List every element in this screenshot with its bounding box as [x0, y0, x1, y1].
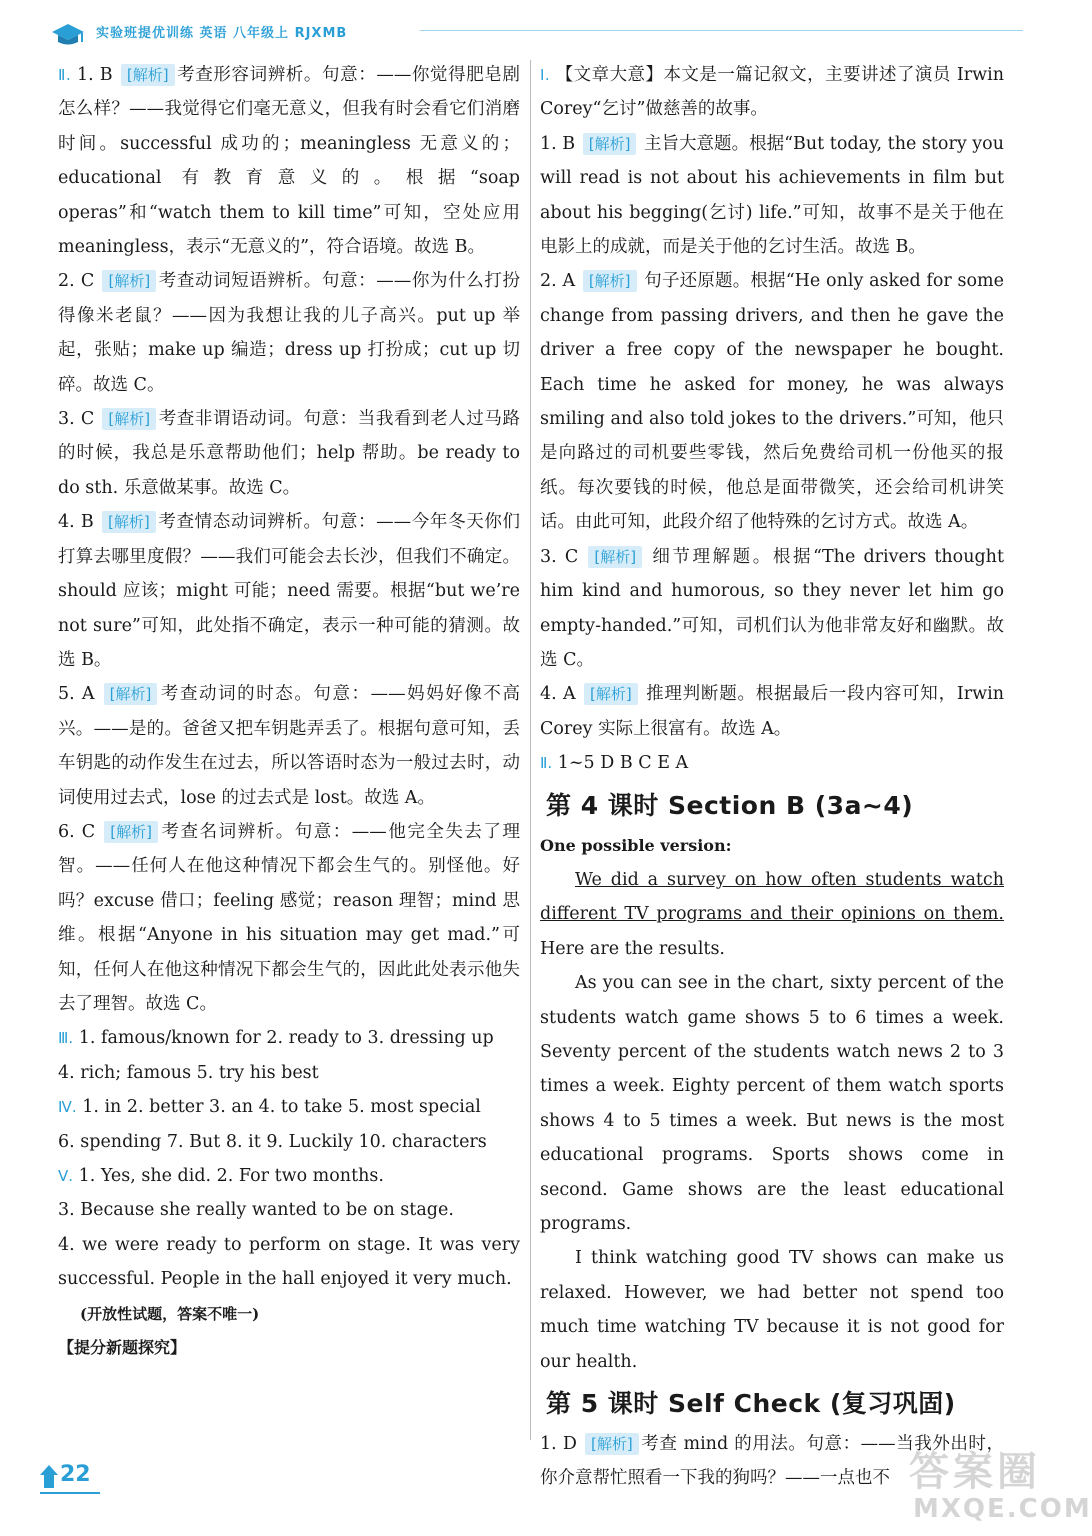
question-2-6 — [58, 815, 520, 1021]
column-divider — [530, 60, 531, 1440]
section-roman: Ⅱ. — [58, 66, 71, 84]
page-number — [40, 1462, 100, 1496]
analysis-tag: [解析] — [102, 408, 156, 430]
left-column — [58, 58, 520, 1365]
open-question-note: (开放性试题，答案不唯一) — [80, 1304, 260, 1323]
question-number: 5. A — [58, 684, 95, 705]
question-text: 句子还原题。根据“He only asked for some change from passing drivers, and then he gave the driver a free copy of the newspaper he bought. Each time he asked for money, he was always smiling and also told jokes to the drivers.”可知，他只是向路过的司机要些零钱，然后免费给司机一份他买的报纸。每次要钱的时候，他总是面带微笑，还会给司机讲笑话。由此可知，此段介绍了他特殊的乞讨方式。故选 A。 — [540, 271, 1004, 533]
question-text: 考查情态动词辨析。句意：——今年冬天你们打算去哪里度假？——我们可能会去长沙，但我们不确定。should 应该；might 可能；need 需要。根据“but we’re not sure”可知，此处指不确定，表示一种可能的猜测。故选 B。 — [58, 512, 521, 670]
watermark-logo — [905, 1440, 1092, 1536]
analysis-tag: [解析] — [584, 683, 638, 705]
question-number: 4. B — [58, 512, 94, 533]
page-number-underline — [40, 1492, 100, 1494]
right-column — [540, 58, 1004, 1496]
header-title: 实验班提优训练 英语 八年级上 RJXMB — [96, 26, 348, 41]
up-arrow-stem — [44, 1474, 54, 1488]
reading-summary — [540, 58, 1004, 127]
header-rule — [420, 30, 1023, 31]
question-text: 主旨大意题。根据“But today, the story you will read is not about his achievements in film but about his begging(乞讨) life.”可知，故事不是关于他在电影上的成就，而是关于他的乞讨生活。故选 B。 — [540, 133, 1004, 258]
section-3-line-1 — [58, 1021, 520, 1055]
question-number: 2. A — [540, 271, 576, 292]
watermark-title: 答案圈 — [909, 1449, 1041, 1495]
essay-text: Here are the results. — [540, 938, 725, 959]
question-number: 6. C — [58, 821, 96, 842]
lesson-4-heading: 第 4 课时 Section B (3a~4) — [546, 790, 914, 820]
watermark-url: MXQE.COM — [913, 1494, 1092, 1524]
answer-line: 1. famous/known for 2. ready to 3. dressing up — [78, 1028, 494, 1049]
section-roman: Ⅳ. — [58, 1098, 77, 1117]
question-text: 考查动词短语辨析。句意：——你为什么打扮得像米老鼠？——因为我想让我的儿子高兴。put up 举起，张贴；make up 编造；dress up 打扮成；cut up 切碎。故选 C。 — [58, 271, 520, 395]
analysis-tag: [解析] — [104, 683, 158, 705]
question-text: 考查动词的时态。句意：——妈妈好像不高兴。——是的。爸爸又把车钥匙弄丢了。根据句意可知，丢车钥匙的动作发生在过去，所以答语时态为一般过去时，动词使用过去式，lose 的过去式是 lost。故选 A。 — [58, 684, 520, 808]
analysis-tag: [解析] — [102, 270, 156, 292]
question-2-5 — [58, 677, 520, 815]
essay-paragraph-3: I think watching good TV shows can make us relaxed. However, we had better not spend too much time watching TV because it is not good for our health. — [540, 1248, 1004, 1372]
question-text: 考查名词辨析。句意：——他完全失去了理智。——任何人在他这种情况下都会生气的。别怪他。好吗？excuse 借口；feeling 感觉；reason 理智；mind 思维。根据“Anyone in his situation may get mad.”可知，任何人在他这种情况下都会生气的，因此此处表示他失去了理智。故选 C。 — [58, 821, 520, 1014]
essay-underlined-sentence: We did a survey on how often students watch different TV programs and their opinions on them. — [540, 869, 1004, 925]
possible-version-label: One possible version: — [540, 835, 732, 855]
question-2-4 — [58, 505, 520, 677]
question-number: 2. C — [58, 271, 95, 292]
question-2-3 — [58, 402, 520, 505]
page-header — [48, 18, 1023, 48]
analysis-tag: [解析] — [121, 64, 175, 86]
analysis-tag: [解析] — [585, 1433, 639, 1455]
section-2-answers — [540, 746, 1004, 780]
analysis-tag: [解析] — [104, 821, 158, 843]
reading-answer-1 — [540, 127, 1004, 265]
question-text: 考查非谓语动词。句意：当我看到老人过马路的时候，我总是乐意帮助他们；help 帮助。be ready to do sth. 乐意做某事。故选 C。 — [58, 409, 520, 498]
question-number: 1. B — [540, 133, 576, 154]
answer-line: 1~5 D B C E A — [557, 753, 689, 774]
section-5-line-1 — [58, 1159, 520, 1193]
answer-line: 1. Yes, she did. 2. For two months. — [78, 1166, 384, 1186]
section-roman: Ⅰ. — [540, 66, 550, 84]
reading-answer-3 — [540, 540, 1004, 678]
book-logo-icon — [48, 18, 88, 48]
analysis-tag: [解析] — [583, 270, 637, 292]
essay-paragraph-2: As you can see in the chart, sixty percent of the students watch game shows 5 to 6 times a week. Seventy percent of the students watch news 2 to 3 times a week. Eighty percent of them watch sports shows 4 to 5 times a week. But news is the most educational programs. Sports shows come in second. Game shows are the least educational programs. — [540, 973, 1004, 1234]
section-roman: Ⅱ. — [540, 754, 553, 773]
explore-heading: 【提分新题探究】 — [58, 1338, 187, 1358]
section-4-line-2: 6. spending 7. But 8. it 9. Luckily 10. characters — [58, 1131, 487, 1152]
question-text: 考查形容词辨析。句意：——你觉得肥皂剧怎么样？——我觉得它们毫无意义，但我有时会看它们消磨时间。successful 成功的；meaningless 无意义的；educational 有教育意义的。根据“soap operas”和“watch them to kill time”可知，空处应用 meaningless，表示“无意义的”，符合语境。故选 B。 — [58, 65, 520, 258]
question-number: 4. A — [540, 684, 576, 705]
question-2-2 — [58, 264, 520, 402]
question-number: 1. D — [540, 1434, 577, 1455]
question-text: 细节理解题。根据“The drivers thought him kind and humorous, so they never let him go empty-handed.”可知，司机们认为他非常友好和幽默。故选 C。 — [540, 546, 1004, 670]
analysis-tag: [解析] — [102, 511, 156, 533]
section-roman: Ⅲ. — [58, 1029, 74, 1048]
section-4-line-1 — [58, 1090, 520, 1124]
section-5-line-3: 4. we were ready to perform on stage. It was very successful. People in the hall enjoyed it very much. — [58, 1234, 520, 1290]
section-roman: Ⅴ. — [58, 1167, 74, 1185]
lesson-5-heading: 第 5 课时 Self Check (复习巩固) — [546, 1389, 956, 1419]
analysis-tag: [解析] — [583, 133, 637, 155]
question-number: 1. B — [76, 65, 113, 85]
section-3-line-2: 4. rich; famous 5. try his best — [58, 1062, 319, 1083]
question-text: 考查 mind 的用法。句意：——当我外出时，你介意帮忙照看一下我的狗吗？——一点也不 — [540, 1434, 1004, 1489]
answer-line: 1. in 2. better 3. an 4. to take 5. most special — [82, 1097, 481, 1118]
question-2-1 — [58, 58, 520, 264]
question-number: 3. C — [540, 546, 579, 567]
question-text: 推理判断题。根据最后一段内容可知，Irwin Corey 实际上很富有。故选 A。 — [540, 684, 1004, 739]
section-5-line-2: 3. Because she really wanted to be on stage. — [58, 1200, 454, 1221]
reading-answer-2 — [540, 264, 1004, 539]
summary-text: 【文章大意】本文是一篇记叙文，主要讲述了演员 Irwin Corey“乞讨”做慈善的故事。 — [540, 65, 1004, 120]
analysis-tag: [解析] — [588, 546, 642, 568]
reading-answer-4 — [540, 677, 1004, 746]
question-number: 3. C — [58, 409, 95, 430]
essay-paragraph-1 — [540, 863, 1004, 966]
page-number-text: 22 — [60, 1462, 91, 1487]
